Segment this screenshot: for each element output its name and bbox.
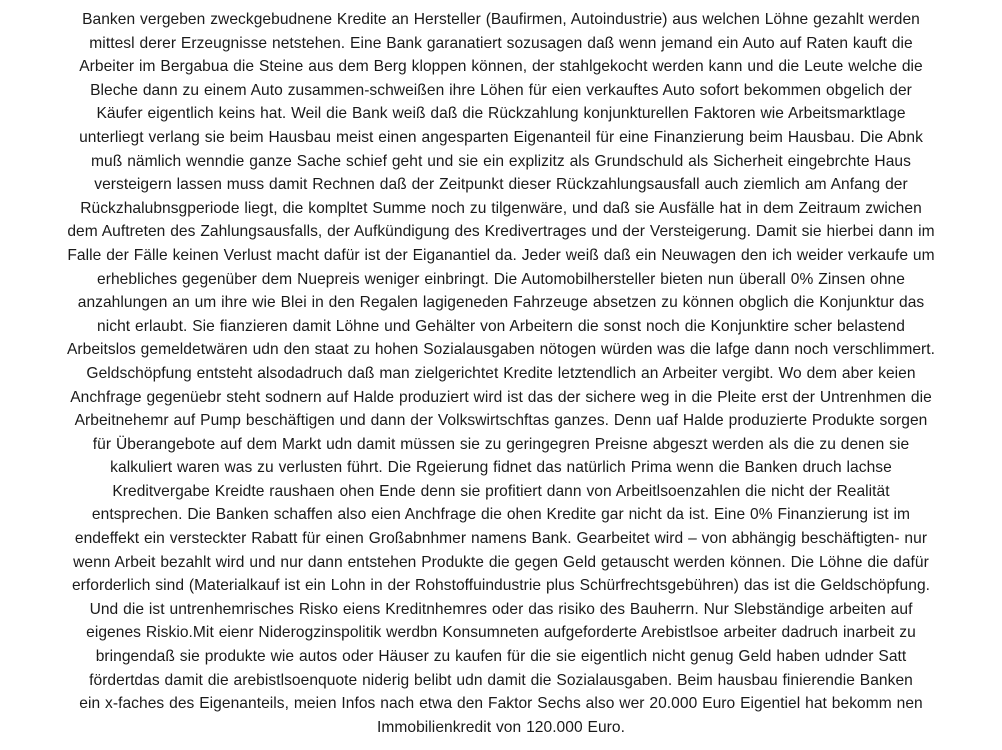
text-line: Rückzhalubnsgperiode liegt, die kompltet Summe noch zu tilgenwäre, und daß sie Ausfälle hat in dem Zeitraum zwichen (80, 199, 922, 217)
text-line: erforderlich sind (Materialkauf ist ein Lohn in der Rohstoffuindustrie plus Schürfrechtsgebühren) das ist die Geldschöpfung. (71, 577, 931, 595)
text-line: anzahlungen an um ihre wie Blei in den Regalen lagigeneden Fahrzeuge absetzen zu können obglich die Konjunktur das (77, 294, 925, 312)
text-line: ein x-faches des Eigenanteils, meien Infos nach etwa den Faktor Sechs also wer 20.000 Euro Eigentiel hat bekomm nen (79, 695, 923, 713)
text-line: Käufer eigentlich keins hat. Weil die Bank weiß daß die Rückzahlung konjunkturellen Faktoren wie Arbeitsmarktlage (96, 105, 906, 123)
text-line: Immobilienkredit von 120.000 Euro. (376, 718, 625, 736)
text-line: nicht erlaubt. Sie fianzieren damit Löhne und Gehälter von Arbeitern die sonst noch die Konjunktire scher belastend (97, 317, 905, 335)
text-line: unterliegt verlang sie beim Hausbau meist einen angesparten Eigenanteil für eine Finanzierung beim Hausbau. Die Abnk (79, 128, 923, 146)
text-line: erhebliches gegenüber dem Nuepreis weniger einbringt. Die Automobilhersteller bieten nun überall 0% Zinsen ohne (97, 270, 905, 288)
text-line: Bleche dann zu einem Auto zusammen-schweißen ihre Löhen für eien verkauftes Auto sofort bekommen obgelich der (90, 81, 912, 99)
text-line: Falle der Fälle keinen Verlust macht dafür ist der Eiganantiel da. Jeder weiß daß ein Neuwagen den ich weider verkaufe um (67, 246, 935, 264)
text-line: Geldschöpfung entsteht alsodadruch daß man zielgerichtet Kredite letztendlich an Arbeiter vergibt. Wo dem aber keien (86, 364, 916, 382)
text-line: bringendaß sie produkte wie autos oder Häuser zu kaufen für die sie eigentlich nicht genug Geld haben udnder Satt (95, 648, 907, 666)
text-line: wenn Arbeit bezahlt wird und nur dann entstehen Produkte die gegen Geld getauscht werden können. Die Löhne die dafür (73, 553, 929, 571)
text-line: fördertdas damit die arebistlsoenquote niderig belibt udn damit die Sozialausgaben. Beim hausbau finierendie Banken (89, 671, 913, 689)
text-line: versteigern lassen muss damit Rechnen daß der Zeitpunkt dieser Rückzahlungsausfall auch ziemlich am Anfang der (94, 176, 908, 194)
text-line: muß nämlich wenndie ganze Sache schief geht und sie ein explizitz als Grundschuld als Sicherheit eingebrchte Haus (91, 152, 911, 170)
text-line: Anchfrage gegenüebr steht sodnern auf Halde produziert wird ist das der sichere weg in die Pleite erst der Untrenhmen die (70, 388, 932, 406)
text-line: für Überangebote auf dem Markt udn damit müssen sie zu geringegren Preisne abgeszt werden als die zu denen sie (92, 435, 910, 453)
body-text (6, 8, 996, 739)
text-line: eigenes Riskio.Mit eienr Niderogzinspolitik werdbn Konsumneten aufgeforderte Arebistlsoe arbeiter dadruch inarbeit zu (86, 624, 916, 642)
text-line: entsprechen. Die Banken schaffen also eien Anchfrage die ohen Kredite gar nicht da ist. Eine 0% Finanzierung ist im (91, 506, 911, 524)
text-line: endeffekt ein versteckter Rabatt für einen Großabnhmer namens Bank. Gearbeitet wird – von abhängig beschäftigten- nur (74, 530, 928, 548)
text-line: Banken vergeben zweckgebudnene Kredite an Hersteller (Baufirmen, Autoindustrie) aus welchen Löhne gezahlt werden (82, 11, 920, 28)
text-line: Arbeitslos gemeldetwären udn den staat zu hohen Sozialausgaben nötogen würden was die lafge dann noch verschlimmert. (66, 341, 936, 359)
text-line: Kreditvergabe Kreidte raushaen ohen Ende denn sie profitiert dann von Arbeitlsoenzahlen die nicht der Realität (112, 482, 890, 500)
text-line: Arbeiter im Bergabua die Steine aus dem Berg kloppen können, der stahlgekocht werden kann und die Leute welche die (79, 58, 923, 76)
text-line: mittesl derer Erzeugnisse netstehen. Eine Bank garanatiert sozusagen daß wenn jemand ein Auto auf Raten kauft die (89, 34, 913, 52)
text-line: Arbeitnehemr auf Pump beschäftigen und dann der Volkswirtschftas ganzes. Denn uaf Halde produzierte Produkte sorgen (74, 412, 928, 430)
text-line: Und die ist untrenhemrisches Risko eiens Kreditnhemres oder das risiko des Bauherrn. Nur Slebständige arbeiten auf (89, 600, 913, 618)
text-line: kalkuliert waren was zu verlusten führt. Die Rgeierung fidnet das natürlich Prima wenn die Banken druch lachse (110, 459, 892, 477)
text-line: dem Auftreten des Zahlungsausfalls, der Aufkündigung des Kredivertrages und der Versteigerung. Damit sie hierbei dann im (67, 223, 935, 241)
